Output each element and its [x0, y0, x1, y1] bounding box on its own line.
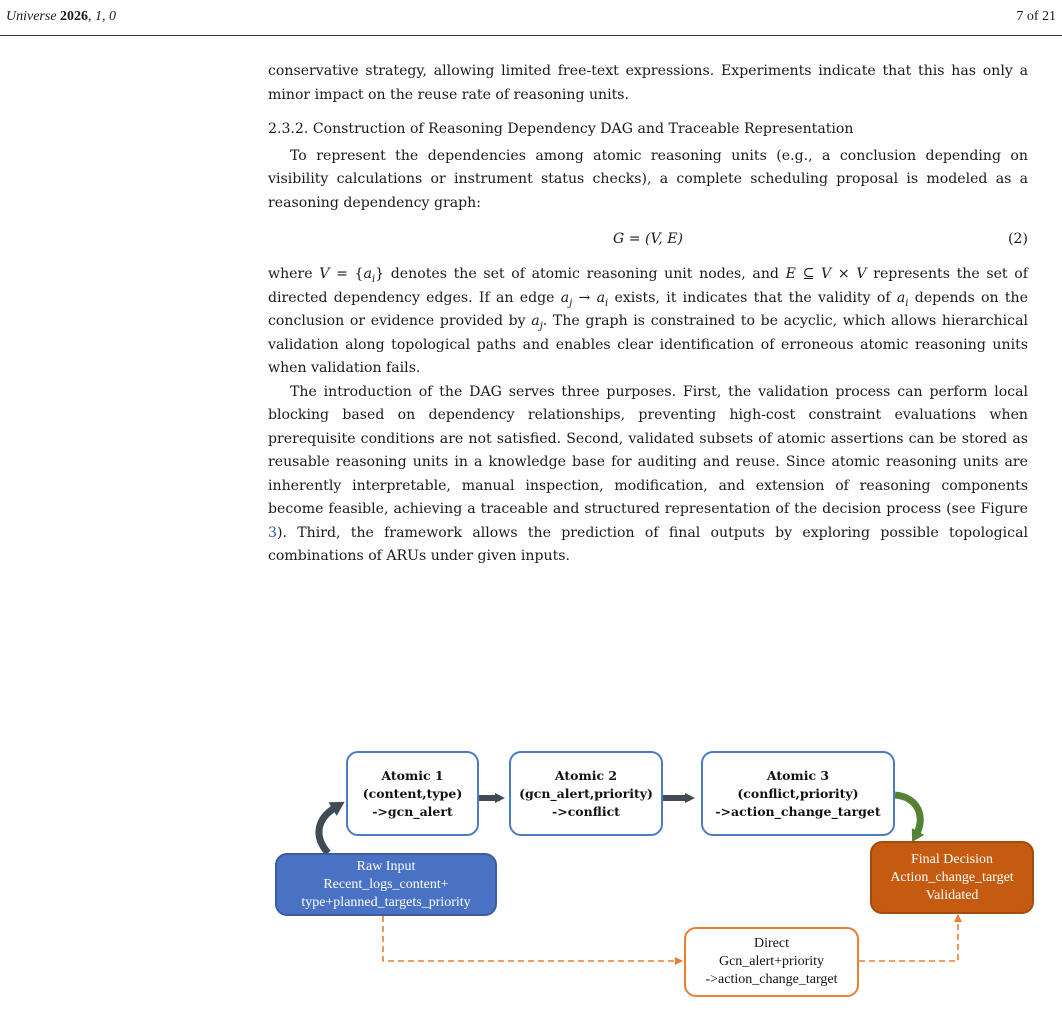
- node-line: Action_change_target: [890, 869, 1014, 885]
- node-line: Recent_logs_content+: [323, 876, 449, 892]
- article-body: [268, 60, 1028, 569]
- paragraph-dag-purposes: [268, 381, 1028, 569]
- subsection-heading: 2.3.2. Construction of Reasoning Dependency DAG and Traceable Representation: [268, 121, 854, 137]
- node-title: Atomic 3: [766, 767, 830, 783]
- math-aj: $a_j$: [531, 313, 543, 332]
- text-run: represents the set of directed dependency edges. If an edge: [268, 266, 1028, 306]
- node-atomic-3: [701, 751, 895, 836]
- paragraph-graph-definition: where $V = \{a_i\}$ denotes the set of atomic reasoning unit nodes, and E ⊆ V × V represents the set of directed dependency edges. If an edge $a_j \to a_i$ exists, it indicates that the validity of $a_i$ depends on the conclusion or evidence provided by $a_j$. The graph is constrained to be acyclic, which allows hierarchical validation along topological paths and enables clear identification of erroneous atomic reasoning units when validation fails.: [268, 266, 1028, 376]
- figure-3-diagram: [270, 733, 1040, 1001]
- node-line: type+planned_targets_priority: [301, 894, 471, 910]
- paragraph-dependencies: To represent the dependencies among atomic reasoning units (e.g., a conclusion depending on visibility calculations or instrument status checks), a complete scheduling proposal is modeled as a reasoning dependency graph:: [268, 147, 1028, 211]
- node-direct: [684, 927, 859, 997]
- text-run: denotes the set of atomic reasoning unit nodes, and: [384, 266, 786, 282]
- node-inputs: (content,type): [362, 785, 463, 801]
- text-run: exists, it indicates that the validity of: [608, 289, 897, 306]
- node-raw-input: [275, 853, 497, 916]
- arrow-atomic3-to-final: [895, 795, 920, 835]
- arrow-raw-to-direct: [383, 916, 682, 961]
- math-edge-target: $a_i$: [596, 289, 609, 309]
- node-line: Validated: [925, 887, 979, 903]
- node-atomic-1: [346, 751, 479, 836]
- math-v: V: [821, 266, 832, 282]
- node-title: Atomic 2: [554, 767, 618, 783]
- equation-body: G = (V, E): [613, 231, 683, 247]
- node-inputs: (gcn_alert,priority): [519, 785, 653, 801]
- node-line: Gcn_alert+priority: [718, 954, 825, 969]
- node-output: ->gcn_alert: [372, 803, 453, 819]
- math-ai: $a_i$: [363, 266, 376, 285]
- figure-3-link[interactable]: 3: [268, 524, 277, 541]
- node-output: ->action_change_target: [715, 803, 881, 819]
- arrow-raw-to-atomic1: [319, 807, 336, 853]
- node-final-decision: [870, 841, 1034, 914]
- math-v-set: V: [319, 266, 330, 282]
- page-number: 7 of 21: [1016, 9, 1056, 24]
- node-inputs: (conflict,priority): [737, 785, 859, 801]
- math-v2: V: [856, 266, 867, 282]
- text-run: depends on the conclusion or evidence provided by: [268, 289, 1028, 329]
- journal-volume: , 1, 0: [88, 9, 117, 24]
- node-output: ->conflict: [552, 803, 620, 819]
- node-title: Atomic 1: [381, 767, 444, 783]
- arrow-direct-to-final: [859, 915, 958, 961]
- math-e-subset: E: [785, 266, 796, 282]
- math-ai-2: $a_i$: [896, 289, 909, 309]
- node-title: Final Decision: [910, 851, 994, 867]
- journal-name: Universe: [6, 9, 57, 24]
- equation-2: [268, 217, 1028, 261]
- equation-number: (2): [1008, 231, 1028, 247]
- node-title: Raw Input: [356, 858, 416, 874]
- text-run: The introduction of the DAG serves three purposes. First, the validation process can perform local blocking based on dependency relationships, preventing high-cost constraint evaluations when prerequisite conditions are not satisfied. Second, validated subsets of atomic assertions can be stored as reusable reasoning units in a knowledge base for auditing and reuse. Since atomic reasoning units are inherently interpretable, manual inspection, modification, and extension of reasoning components become feasible, achieving a traceable and structured representation of the decision process (see Figure: [268, 383, 1028, 517]
- node-title: Direct: [754, 936, 789, 951]
- node-atomic-2: [509, 751, 663, 836]
- paragraph-continued: conservative strategy, allowing limited free-text expressions. Experiments indicate that this has only a minor impact on the reuse rate of reasoning units.: [268, 63, 1028, 103]
- journal-year: 2026: [60, 9, 89, 24]
- text-run: where: [268, 266, 320, 282]
- text-run: . The graph is constrained to be acyclic, which allows hierarchical validation along topological paths and enables clear identification of erroneous atomic reasoning units when validation fails.: [268, 313, 1028, 376]
- running-header: [0, 0, 1062, 36]
- node-line: ->action_change_target: [705, 972, 838, 987]
- journal-citation: [6, 9, 116, 25]
- math-edge: $a_j$: [560, 289, 573, 309]
- text-run: ). Third, the framework allows the prediction of final outputs by exploring possible topological combinations of ARUs under given inputs.: [268, 524, 1028, 564]
